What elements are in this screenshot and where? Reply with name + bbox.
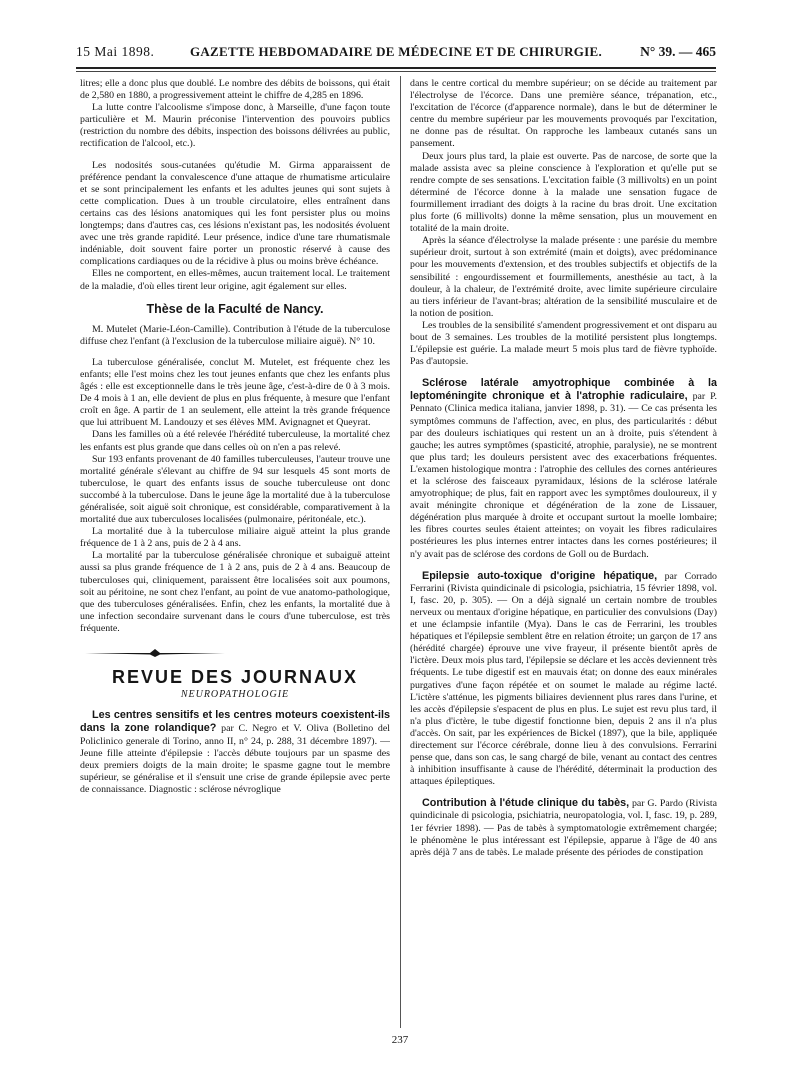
paragraph: Après la séance d'électrolyse la malade présente : une parésie du membre supérieur droit, surtout à son extrémité (main et doigts), avec prédominance pour les mouvements d'extension, et des troubles subjectifs et objectifs de la sensibilité : engourdissement et fourmillements, anesthésie au tact, à la douleur, à la chaleur, de l'extrémité droite, avec limite supérieure circulaire au tiers inférieur de l'avant-bras; altération de la sensibilité musculaire et de la notion de position. xyxy=(410,235,717,319)
paragraph: La tuberculose généralisée, conclut M. Mutelet, est fréquente chez les enfants; elle l'est moins chez les tout jeunes enfants que chez les enfants plus âgés : elle est exceptionnelle dans le très jeune âge, c'est-à-dire de 0 à 3 mois. De 4 mois à 1 an, elle devient de plus en plus fréquente, à mesure que l'enfant croît en âge. A partir de 1 an seulement, elle atteint la très grande fréquence que lui attribuent M. Landouzy et ses élèves MM. Avignagnet et Queyrat. xyxy=(80,356,390,429)
issue-number: N° 39. — 465 xyxy=(640,44,716,59)
paragraph: Deux jours plus tard, la plaie est ouverte. Pas de narcose, de sorte que la malade assista avec sa pleine conscience à l'exploration et qu'elle put se rendre compte de ses sensations. L'excitation faible (3 millivolts) en un point déterminé de l'écorce donne à la malade une sensation fugace de fourmillement irradiant des doigts à la racine du bras droit. Une excitation plus forte (6 millivolts) donne la même sensation, plus un mouvement en totalité de la main droite. xyxy=(410,150,717,235)
paragraph: Elles ne comportent, en elles-mêmes, aucun traitement local. Le traitement de la maladie, d'où elles tirent leur origine, agit également sur elles. xyxy=(80,268,390,292)
paragraph: Sur 193 enfants provenant de 40 familles tuberculeuses, l'auteur trouve une mortalité générale s'élevant au chiffre de 94 sur lesquels 45 sont morts de tuberculose, le quart des enfants issus de souche tuberculeuse ont donc succombé à la tuberculose. Dans le jeune âge la mortalité due à la tuberculose généralisée, soit aiguë soit chronique, est considérable, comparativement à la mortalité due aux tuberculoses localisées (pulmonaire, péritonéale, etc.). xyxy=(80,453,390,526)
section-heading: Thèse de la Faculté de Nancy. xyxy=(146,301,324,316)
thesis-reference: M. Mutelet (Marie-Léon-Camille). Contribution à l'étude de la tuberculose diffuse chez l'enfant (à l'exclusion de la tuberculose miliaire aiguë). N° 10. xyxy=(80,323,390,347)
article-title: Les centres sensitifs et les centres moteurs coexistent-ils dans la zone rolandique? xyxy=(80,709,390,735)
paragraph: La lutte contre l'alcoolisme s'impose donc, à Marseille, d'une façon toute particulière et M. Maurin préconise l'intervention des pouvoirs publics (restriction du nombre des débits, inspection des boissons délivrées au public, rectification de l'alcool, etc.). xyxy=(80,102,390,150)
article-paragraph xyxy=(410,797,717,858)
article-title: Sclérose latérale amyotrophique combinée à la leptoméningite chronique et à l'atrophie radiculaire, xyxy=(410,377,717,403)
header-rule xyxy=(76,67,716,69)
journal-title: GAZETTE HEBDOMADAIRE DE MÉDECINE ET DE CHIRURGIE. xyxy=(189,44,603,59)
page-header xyxy=(76,44,716,64)
subsection-title: NEUROPATHOLOGIE xyxy=(180,689,290,701)
paragraph: La mortalité due à la tuberculose miliaire aiguë atteint la plus grande fréquence de 1 à 2 ans, puis de 2 à 4 ans. xyxy=(80,526,390,550)
column-divider xyxy=(400,76,401,1028)
paragraph: Les nodosités sous-cutanées qu'étudie M. Girma apparaissent de préférence pendant la convalescence d'une attaque de rhumatisme articulaire et se sont principalement les enfants et les adultes jeunes qui sont sujets à cette complication. Dues à un trouble circulatoire, elles entraînent dans certains cas des lésions anatomiques qui les font persister plus ou moins longtemps; dans d'autres cas, ces lésions n'existant pas, les nodosités évoluent avec une très grande rapidité. Leur présence, indice d'une tare rhumatismale indéniable, doit souvent faire porter un pronostic réservé à cause des complications cardiaques ou de la récidive à plus ou moins brève échéance. xyxy=(80,159,390,268)
right-column xyxy=(410,78,717,1028)
article-body: par C. Negro et V. Oliva (Bolletino del Policlinico generale di Torino, anno II, n° 24, p. 288, 31 décembre 1897). — Jeune fille atteinte d'épilepsie : l'accès débute toujours par un spasme des deux premiers doigts de la main droite; le spasme gagne tout le membre supérieur, se généralise et il s'ensuit une crise de grande épilepsie avec perte de connaissance. Diagnostic : sclérose névroglique xyxy=(80,723,390,795)
section-title-revue: REVUE DES JOURNAUX xyxy=(111,667,359,688)
ornament-divider xyxy=(80,647,230,659)
article-title: Contribution à l'étude clinique du tabès, xyxy=(422,797,630,810)
left-column xyxy=(80,78,390,1028)
paragraph: La mortalité par la tuberculose généralisée chronique et subaiguë atteint aussi sa plus grande fréquence de 1 à 2 ans, puis de 2 à 4 ans. Beaucoup de tuberculoses qui, cliniquement, paraissent être localisées soit aux poumons, soit au péritoine, ne sont chez l'enfant, au point de vue anatomo-pathologique, que des tuberculoses généralisées. Enfin, chez les enfants, la mortalité due à une infection secondaire survenant dans le cours d'une tuberculose, est très fréquente. xyxy=(80,550,390,634)
issue-date: 15 Mai 1898. xyxy=(76,44,155,59)
article-paragraph xyxy=(410,377,717,560)
paragraph: dans le centre cortical du membre supérieur; on se décide au traitement par l'électrolyse de l'écorce. Dans une première séance, trépanation, etc., l'excitation de l'écorce (d'apparence normale), dans le but de déterminer le centre du membre supérieur par les mouvements provoqués par l'excitation, ne donne pas de résultat. On rapproche les lambeaux cutanés sans un pansement. xyxy=(410,78,717,150)
paragraph: Dans les familles où a été relevée l'hérédité tuberculeuse, la mortalité chez les enfants est plus grande que dans celles où on n'en a pas relevé. xyxy=(80,429,390,453)
paragraph: Les troubles de la sensibilité s'amendent progressivement et ont disparu au bout de 3 semaines. Les troubles de la motilité persistent plus longtemps. L'épilepsie est guérie. La malade meurt 5 mois plus tard de fièvre typhoïde. Pas d'autopsie. xyxy=(410,319,717,368)
page-number: 237 xyxy=(391,1034,409,1046)
header-rule-thin xyxy=(76,71,716,72)
article-body: par G. Pardo (Rivista quindicinale di psicologia, psichiatria, neuropatologia, vol. I, fasc. 19, p. 289, 1er février 1898). — Pas de tabès à symptomatologie extrêmement chargée; le phénomène le plus intéressant est l'épilepsie, apparue à l'âge de 40 ans après déjà 7 ans de tabès. Le malade présente des périodes de constipation xyxy=(410,798,717,858)
article-paragraph xyxy=(80,709,390,796)
article-body: par Corrado Ferrarini (Rivista quindicinale di psicologia, psichiatria, 15 février 1898, vol. I, fasc. 20, p. 305). — On a déjà signalé un certain nombre de troubles nerveux ou mentaux d'origine hépatique, en particulier des convulsions (Day) et une éclampsie infantile (Mya). Dans le cas de Ferrarini, les troubles hépatiques et l'épilepsie semblent être en relation étroite; un garçon de 17 ans (hérédité chargée) éprouve une vive frayeur, il présente bientôt après de l'ictère. Deux mois plus tard, l'épilepsie se déclare et les accès deviennent très fréquents. Le tube digestif est en mauvais état; on donne des eaux minérales purgatives d'une façon répétée et on soumet le malade au régime lacté. L'ictère s'atténue, les pigments biliaires deviennent plus rares dans l'urine, et les accès d'épilepsie s'espacent de plus en plus. Le sujet est revu plus tard, il n'a plus d'ictère, le tube digestif fonctionne bien, depuis 2 ans il n'a plus d'accès. On sait, par les expériences de Bickel (1897), que la bile, appliquée directement sur l'écorce cérébrale, donne lieu à des convulsions. Ferrarini pense que, dans son cas, le sang chargé de bile, venant au contact des centres à inhibition insuffisante à cause de l'hérédité, déterminait la production des attaques épileptiques. xyxy=(410,570,717,788)
article-title: Epilepsie auto-toxique d'origine hépatique, xyxy=(422,569,658,582)
paragraph: litres; elle a donc plus que doublé. Le nombre des débits de boissons, qui était de 2,580 en 1880, a progressivement atteint le chiffre de 4,285 en 1896. xyxy=(80,78,390,102)
article-body: par P. Pennato (Clinica medica italiana, janvier 1898, p. 31). — Ce cas présenta les symptômes communs de l'affection, avec, en plus, des particularités : début par des douleurs ischiatiques qui restent un an à droite, puis s'étendent à gauche; les autres symptômes (spasticité, atrophie, paralysie), ne se montrent que plus tard; les douleurs persistent avec des exacerbations fréquentes. L'examen histologique montra : l'atrophie des cellules des cornes antérieures et la sclérose des faisceaux pyramidaux, lésions de la sclérose latérale amyotrophique; de plus, fait en rapport avec les symptômes douloureux, il y avait méningite chronique et dégénération de la zone de Lissauer, dégénération plus marquée à droite et occupant surtout la moelle lombaire; les fibres courtes seules étaient atteintes; on voyait les fibres radiculaires postérieures les plus internes entrer intactes dans les cornes postérieures; il n'y avait pas de sclérose des cordons de Goll ou de Burdach. xyxy=(410,391,717,560)
article-paragraph xyxy=(410,570,717,789)
